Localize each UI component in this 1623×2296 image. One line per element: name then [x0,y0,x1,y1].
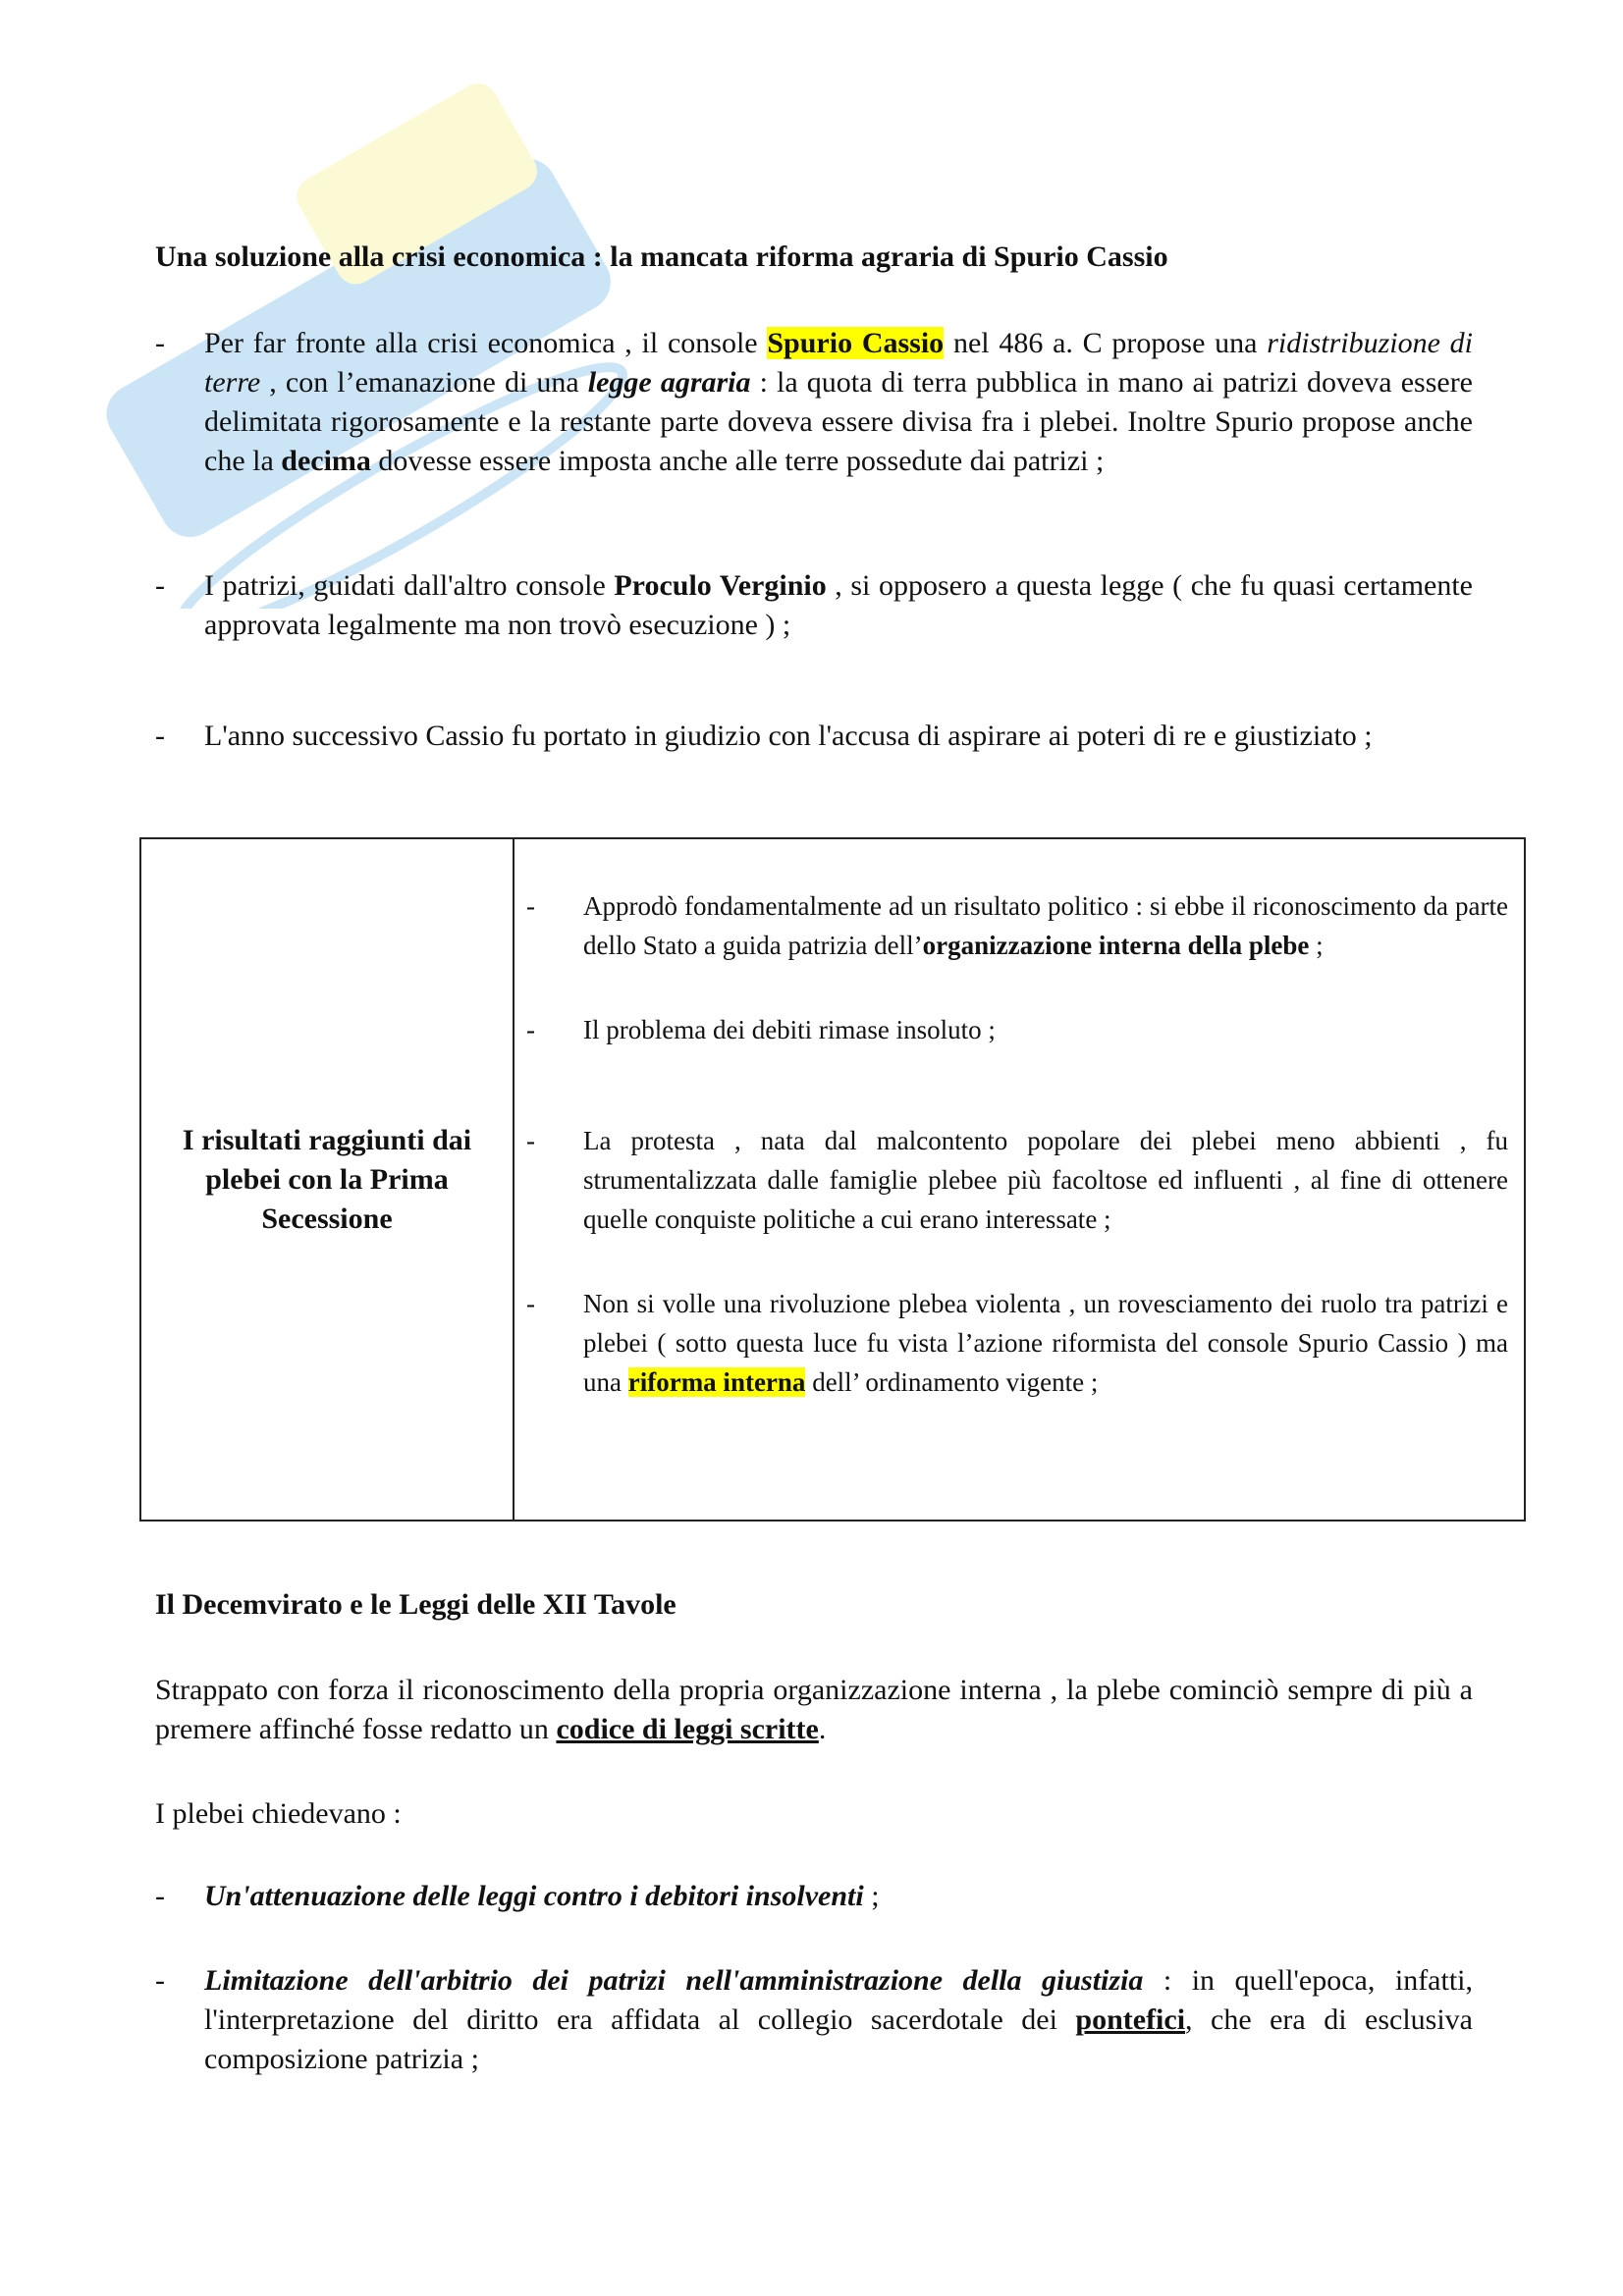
section-heading-decemvirato: Il Decemvirato e le Leggi delle XII Tavole [155,1588,676,1621]
bullet-marker: - [155,1880,165,1912]
bullet-text: I patrizi, guidati dall'altro console Proculo Verginio , si opposero a questa legge ( che fu quasi certamente approvata legalmente ma non trovò esecuzione ) ; [204,569,1473,641]
bullet-marker: - [155,720,165,752]
table-item-protest: - La protesta , nata dal malcontento popolare dei plebei meno abbienti , fu strumentalizzata dalle famiglie plebee più facoltose ed influenti , al fine di ottenere quelle conquiste politiche a cui erano interessate ; [526,1126,1508,1234]
bullet-debtors: - Un'attenuazione delle leggi contro i debitori insolventi ; [155,1877,1473,1916]
table-right-list [514,838,1525,1521]
section-heading-agrarian-reform: Una soluzione alla crisi economica : la mancata riforma agraria di Spurio Cassio [155,240,1168,273]
bullet-text: Per far fronte alla crisi economica , il console Spurio Cassio nel 486 a. C propose una ridistribuzione di terre , con l’emanazione di una legge agraria : la quota di terra pubblica in mano ai patrizi doveva essere delimitata rigorosamente e la restante parte doveva essere divisa fra i plebei. Inoltre Spurio propose anche che la decima dovesse essere imposta anche alle terre possedute dai patrizi ; [204,327,1473,477]
bullet-marker: - [155,569,165,602]
table-item-internal-reform: - Non si volle una rivoluzione plebea violenta , un rovesciamento dei ruolo tra patrizi e plebei ( sotto questa luce fu vista l’azione riformista del console Spurio Cassio ) ma una riforma interna dell’ ordinamento vigente ; [526,1289,1508,1397]
bullet-justice-limitation: - Limitazione dell'arbitrio dei patrizi nell'amministrazione della giustizia : in quell'epoca, infatti, l'interpretazione del diritto era affidata al collegio sacerdotale dei pontefici, che era di esclusiva composizione patrizia ; [155,1961,1473,2079]
underlined-codice: codice di leggi scritte [556,1713,819,1745]
table-item-political-result: - Approdò fondamentalmente ad un risultato politico : si ebbe il riconoscimento da parte dello Stato a guida patrizia dell’organizzazione interna della plebe ; [526,891,1508,960]
bullet-spurio-proposal [155,324,1473,481]
highlight-spurio-cassio: Spurio Cassio [767,327,945,359]
bullet-cassio-trial [155,717,1473,756]
bullet-marker: - [155,327,165,359]
bullet-patrician-opposition [155,566,1473,645]
bullet-marker: - [155,1964,165,1997]
bullet-text: L'anno successivo Cassio fu portato in giudizio con l'accusa di aspirare ai poteri di re e giustiziato ; [204,720,1373,752]
table-left-title: I risultati raggiunti dai plebei con la Prima Secessione [140,838,514,1521]
highlight-riforma-interna: riforma interna [627,1367,806,1397]
table-item-debts: - Il problema dei debiti rimase insoluto ; [526,1015,996,1044]
underlined-pontefici: pontefici [1075,2003,1186,2036]
results-table [139,837,1526,1522]
paragraph-written-laws: Strappato con forza il riconoscimento della propria organizzazione interna , la plebe cominciò sempre di più a premere affinché fosse redatto un codice di leggi scritte. [155,1674,1473,1745]
paragraph-plebei-chiedevano: I plebei chiedevano : [155,1797,402,1830]
